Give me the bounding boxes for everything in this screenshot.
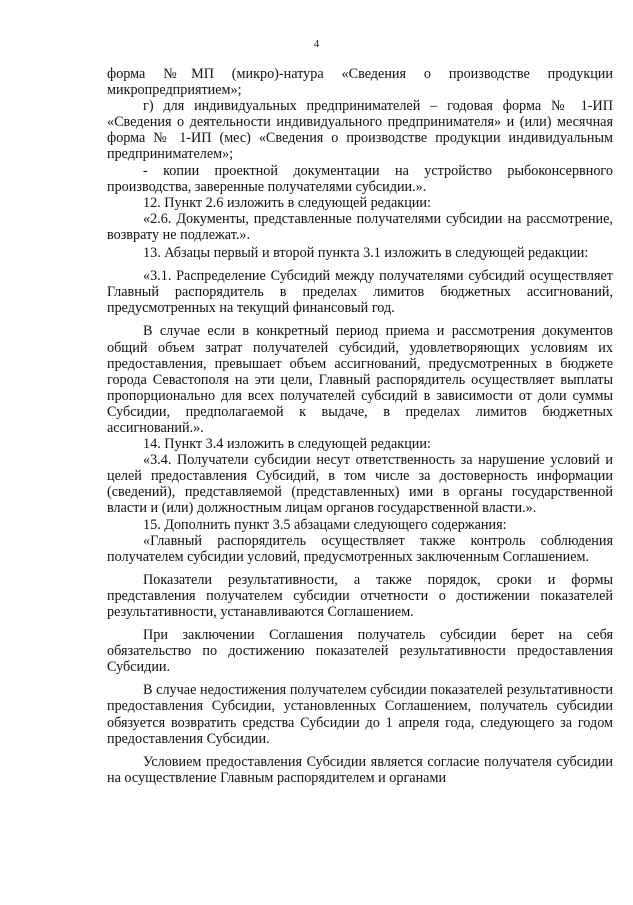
paragraph-clause-2-6: «2.6. Документы, представленные получателями субсидии на рассмотрение, возврату не подлежат.». xyxy=(107,210,613,243)
paragraph-item-14: 14. Пункт 3.4 изложить в следующей редакции: xyxy=(143,436,431,453)
paragraph-clause-3-1: «3.1. Распределение Субсидий между получателями субсидий осуществляет Главный распорядитель в пределах лимитов бюджетных ассигнований, предусмотренных на текущий финансовый год. xyxy=(107,268,613,317)
paragraph-item-13: 13. Абзацы первый и второй пункта 3.1 изложить в следующей редакции: xyxy=(143,245,589,262)
paragraph-condition: Условием предоставления Субсидии является согласие получателя субсидии на осуществление Главным распорядителем и органами xyxy=(107,753,613,786)
paragraph-control: «Главный распорядитель осуществляет также контроль соблюдения получателем субсидии условий, предусмотренных заключенным Соглашением. xyxy=(107,532,613,565)
paragraph-agreement-obligation: При заключении Соглашения получатель субсидии берет на себя обязательство по достижению показателей результативности предоставления Субсидии. xyxy=(107,627,613,676)
paragraph-form-mp: форма №МП (микро)-натура «Сведения о производстве продукции микропредприятием»; xyxy=(107,66,613,99)
paragraph-distribution-case: В случае если в конкретный период приема и рассмотрения документов общий объем затрат получателей субсидий, удовлетворяющих условиям их предоставления, превышает объем ассигнований, предусмотренных в бюджете города Севастополя на эти цели, Главный распорядитель осуществляет выплаты пропорционально для всех получателей субсидий в зависимости от доли суммы Субсидии, предполагаемой к выдаче, в пределах лимитов бюджетных ассигнований.». xyxy=(107,323,613,436)
paragraph-project-docs: - копии проектной документации на устройство рыбоконсервного производства, заверенные получателями субсидии.». xyxy=(107,162,613,195)
document-body xyxy=(107,66,613,786)
page-number: 4 xyxy=(313,38,320,50)
paragraph-non-achievement: В случае недостижения получателем субсидии показателей результативности предоставления Субсидии, установленных Соглашением, получатель субсидии обязуется возвратить средства Субсидии до 1 апреля года, следующего за годом предоставления Субсидии. xyxy=(107,682,613,747)
paragraph-individual-entrepreneurs: г) для индивидуальных предпринимателей – годовая форма № 1-ИП «Сведения о деятельности индивидуального предпринимателя» и (или) месячная форма № 1-ИП (мес) «Сведения о производстве продукции индивидуальным предпринимателем»; xyxy=(107,98,613,163)
paragraph-indicators: Показатели результативности, а также порядок, сроки и формы представления получателем субсидии отчетности о достижении показателей результативности, устанавливаются Соглашением. xyxy=(107,571,613,620)
paragraph-clause-3-4: «3.4. Получатели субсидии несут ответственность за нарушение условий и целей предоставления Субсидий, в том числе за достоверность информации (сведений), представляемой (представленных) ими в органы государственной власти и (или) должностным лицам органов государственной власти.». xyxy=(107,452,613,517)
paragraph-item-12: 12. Пункт 2.6 изложить в следующей редакции: xyxy=(143,194,431,211)
paragraph-item-15: 15. Дополнить пункт 3.5 абзацами следующего содержания: xyxy=(143,516,507,533)
